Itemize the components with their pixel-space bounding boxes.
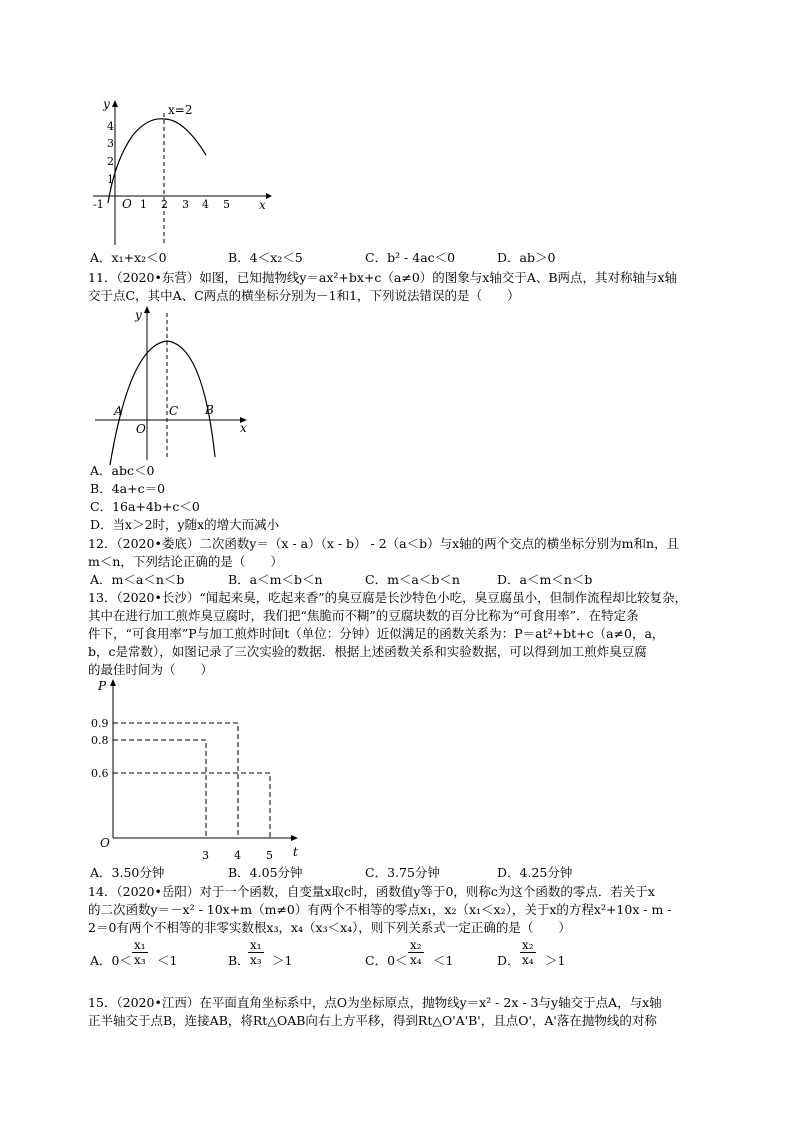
- option-suffix: ＜1: [157, 953, 178, 968]
- numerator: x₂: [522, 938, 534, 952]
- q12-stem-line1: 12．（2020•娄底）二次函数y＝（x - a）（x - b） - 2（a＜b）与x轴的两个交点的横坐标分别为m和n，且: [88, 536, 680, 551]
- fraction: [248, 938, 264, 967]
- q14-stem-line1: 14．（2020•岳阳）对于一个函数，自变量x取c时，函数值y等于0，则称c为这个函数的零点．若关于x: [88, 884, 655, 899]
- point-b-label: B: [205, 403, 214, 417]
- p-axis-label: P: [98, 679, 107, 693]
- fraction: [520, 938, 536, 967]
- q11-graph: [90, 305, 260, 465]
- x-axis-label: x: [240, 421, 247, 435]
- denominator: x₃: [134, 953, 146, 967]
- y-axis-label: y: [135, 308, 142, 322]
- y-tick: 1: [107, 173, 114, 186]
- origin-label: O: [122, 197, 132, 211]
- origin-label: O: [136, 422, 146, 436]
- y-tick: 0.6: [91, 767, 109, 780]
- q13-stem-line5: 的最佳时间为（ ）: [88, 662, 214, 677]
- option-suffix: ＜1: [433, 953, 454, 968]
- x-tick: 2: [161, 198, 168, 211]
- numerator: x₁: [250, 938, 262, 952]
- x-tick: 5: [266, 849, 273, 862]
- x-tick: 4: [202, 198, 209, 211]
- y-axis-label: y: [103, 97, 110, 111]
- q13-option-b[interactable]: B．4.05分钟: [228, 865, 303, 880]
- q10-option-b[interactable]: B．4＜x₂＜5: [228, 250, 303, 265]
- x-tick: 4: [234, 849, 241, 862]
- q12-option-d[interactable]: D．a＜m＜n＜b: [497, 572, 593, 587]
- x-tick: 5: [223, 198, 230, 211]
- denominator: x₄: [410, 953, 422, 967]
- q11-option-d[interactable]: D．当x＞2时，y随x的增大而减小: [90, 517, 280, 532]
- q10-option-d[interactable]: D．ab＞0: [497, 250, 556, 265]
- x-tick: -1: [93, 198, 104, 211]
- q11-stem-line1: 11．（2020•东营）如图，已知抛物线y＝ax²+bx+c（a≠0）的图象与x轴交于A、B两点，其对称轴与x轴: [88, 270, 678, 285]
- q11-option-c[interactable]: C．16a+4b+c＜0: [90, 499, 200, 514]
- q13-stem-line3: 件下，“可食用率”P与加工煎炸时间t（单位：分钟）近似满足的函数关系为：P＝at²+bt+c（a≠0，a，: [88, 626, 665, 641]
- numerator: x₂: [410, 938, 422, 952]
- q10-option-a[interactable]: A．x₁+x₂＜0: [90, 250, 167, 265]
- option-prefix: C．0＜: [365, 953, 408, 968]
- x-tick: 3: [202, 849, 209, 862]
- q11-option-b[interactable]: B．4a+c＝0: [90, 481, 166, 496]
- q13-stem-line4: b，c是常数），如图记录了三次实验的数据．根据上述函数关系和实验数据，可以得到加工煎炸臭豆腐: [88, 644, 647, 659]
- option-suffix: ＞1: [272, 953, 293, 968]
- denominator: x₄: [522, 953, 534, 967]
- q10-graph: [88, 95, 278, 255]
- q14-stem-line3: 2＝0有两个不相等的非零实数根x₃，x₄（x₃＜x₄），则下列关系式一定正确的是（ ）: [88, 920, 571, 935]
- numerator: x₁: [134, 938, 146, 952]
- option-prefix: D．: [497, 953, 520, 968]
- q14-stem-line2: 的二次函数y＝－x² - 10x+m（m≠0）有两个不相等的零点x₁，x₂（x₁＜x₂），关于x的方程x²+10x - m -: [88, 902, 672, 917]
- x-tick: 1: [140, 198, 147, 211]
- fraction: [408, 938, 424, 967]
- y-tick: 2: [107, 155, 114, 168]
- x-tick: 3: [182, 198, 189, 211]
- y-tick: 4: [107, 120, 114, 133]
- q11-option-a[interactable]: A．abc＜0: [90, 463, 155, 478]
- point-a-label: A: [114, 404, 123, 418]
- q13-graph: [86, 676, 316, 866]
- symmetry-label: x=2: [168, 103, 193, 117]
- q13-option-a[interactable]: A．3.50分钟: [90, 865, 165, 880]
- option-prefix: B．: [228, 953, 250, 968]
- y-tick: 3: [107, 137, 114, 150]
- q10-option-c[interactable]: C．b² - 4ac＜0: [365, 250, 456, 265]
- option-suffix: ＞1: [545, 953, 566, 968]
- denominator: x₃: [250, 953, 262, 967]
- q15-stem-line1: 15．（2020•江西）在平面直角坐标系中，点O为坐标原点，抛物线y＝x² - 2x - 3与y轴交于点A，与x轴: [88, 995, 662, 1010]
- q12-option-a[interactable]: A．m＜a＜n＜b: [90, 572, 185, 587]
- fraction: [132, 938, 148, 967]
- origin-label: O: [100, 836, 110, 850]
- q13-stem-line2: 其中在进行加工煎炸臭豆腐时，我们把“焦脆而不糊”的豆腐块数的百分比称为“可食用率”．在特定条: [88, 608, 639, 623]
- q11-stem-line2: 交于点C，其中A、C两点的横坐标分别为－1和1，下列说法错误的是（ ）: [88, 288, 520, 303]
- option-prefix: A．0＜: [90, 953, 132, 968]
- q13-option-c[interactable]: C．3.75分钟: [365, 865, 440, 880]
- q15-stem-line2: 正半轴交于点B，连接AB，将Rt△OAB向右上方平移，得到Rt△O'A'B'，且点O'，A'落在抛物线的对称: [88, 1013, 657, 1028]
- q12-option-b[interactable]: B．a＜m＜b＜n: [228, 572, 323, 587]
- t-axis-label: t: [293, 845, 298, 859]
- q12-option-c[interactable]: C．m＜a＜b＜n: [365, 572, 460, 587]
- q13-option-d[interactable]: D．4.25分钟: [497, 865, 573, 880]
- y-tick: 0.9: [91, 717, 109, 730]
- x-axis-label: x: [259, 198, 266, 212]
- point-c-label: C: [169, 404, 179, 418]
- y-tick: 0.8: [91, 734, 109, 747]
- q12-stem-line2: m＜n，下列结论正确的是（ ）: [88, 554, 283, 569]
- q13-stem-line1: 13．（2020•长沙）“闻起来臭，吃起来香”的臭豆腐是长沙特色小吃，臭豆腐虽小，但制作流程却比较复杂，: [88, 590, 688, 605]
